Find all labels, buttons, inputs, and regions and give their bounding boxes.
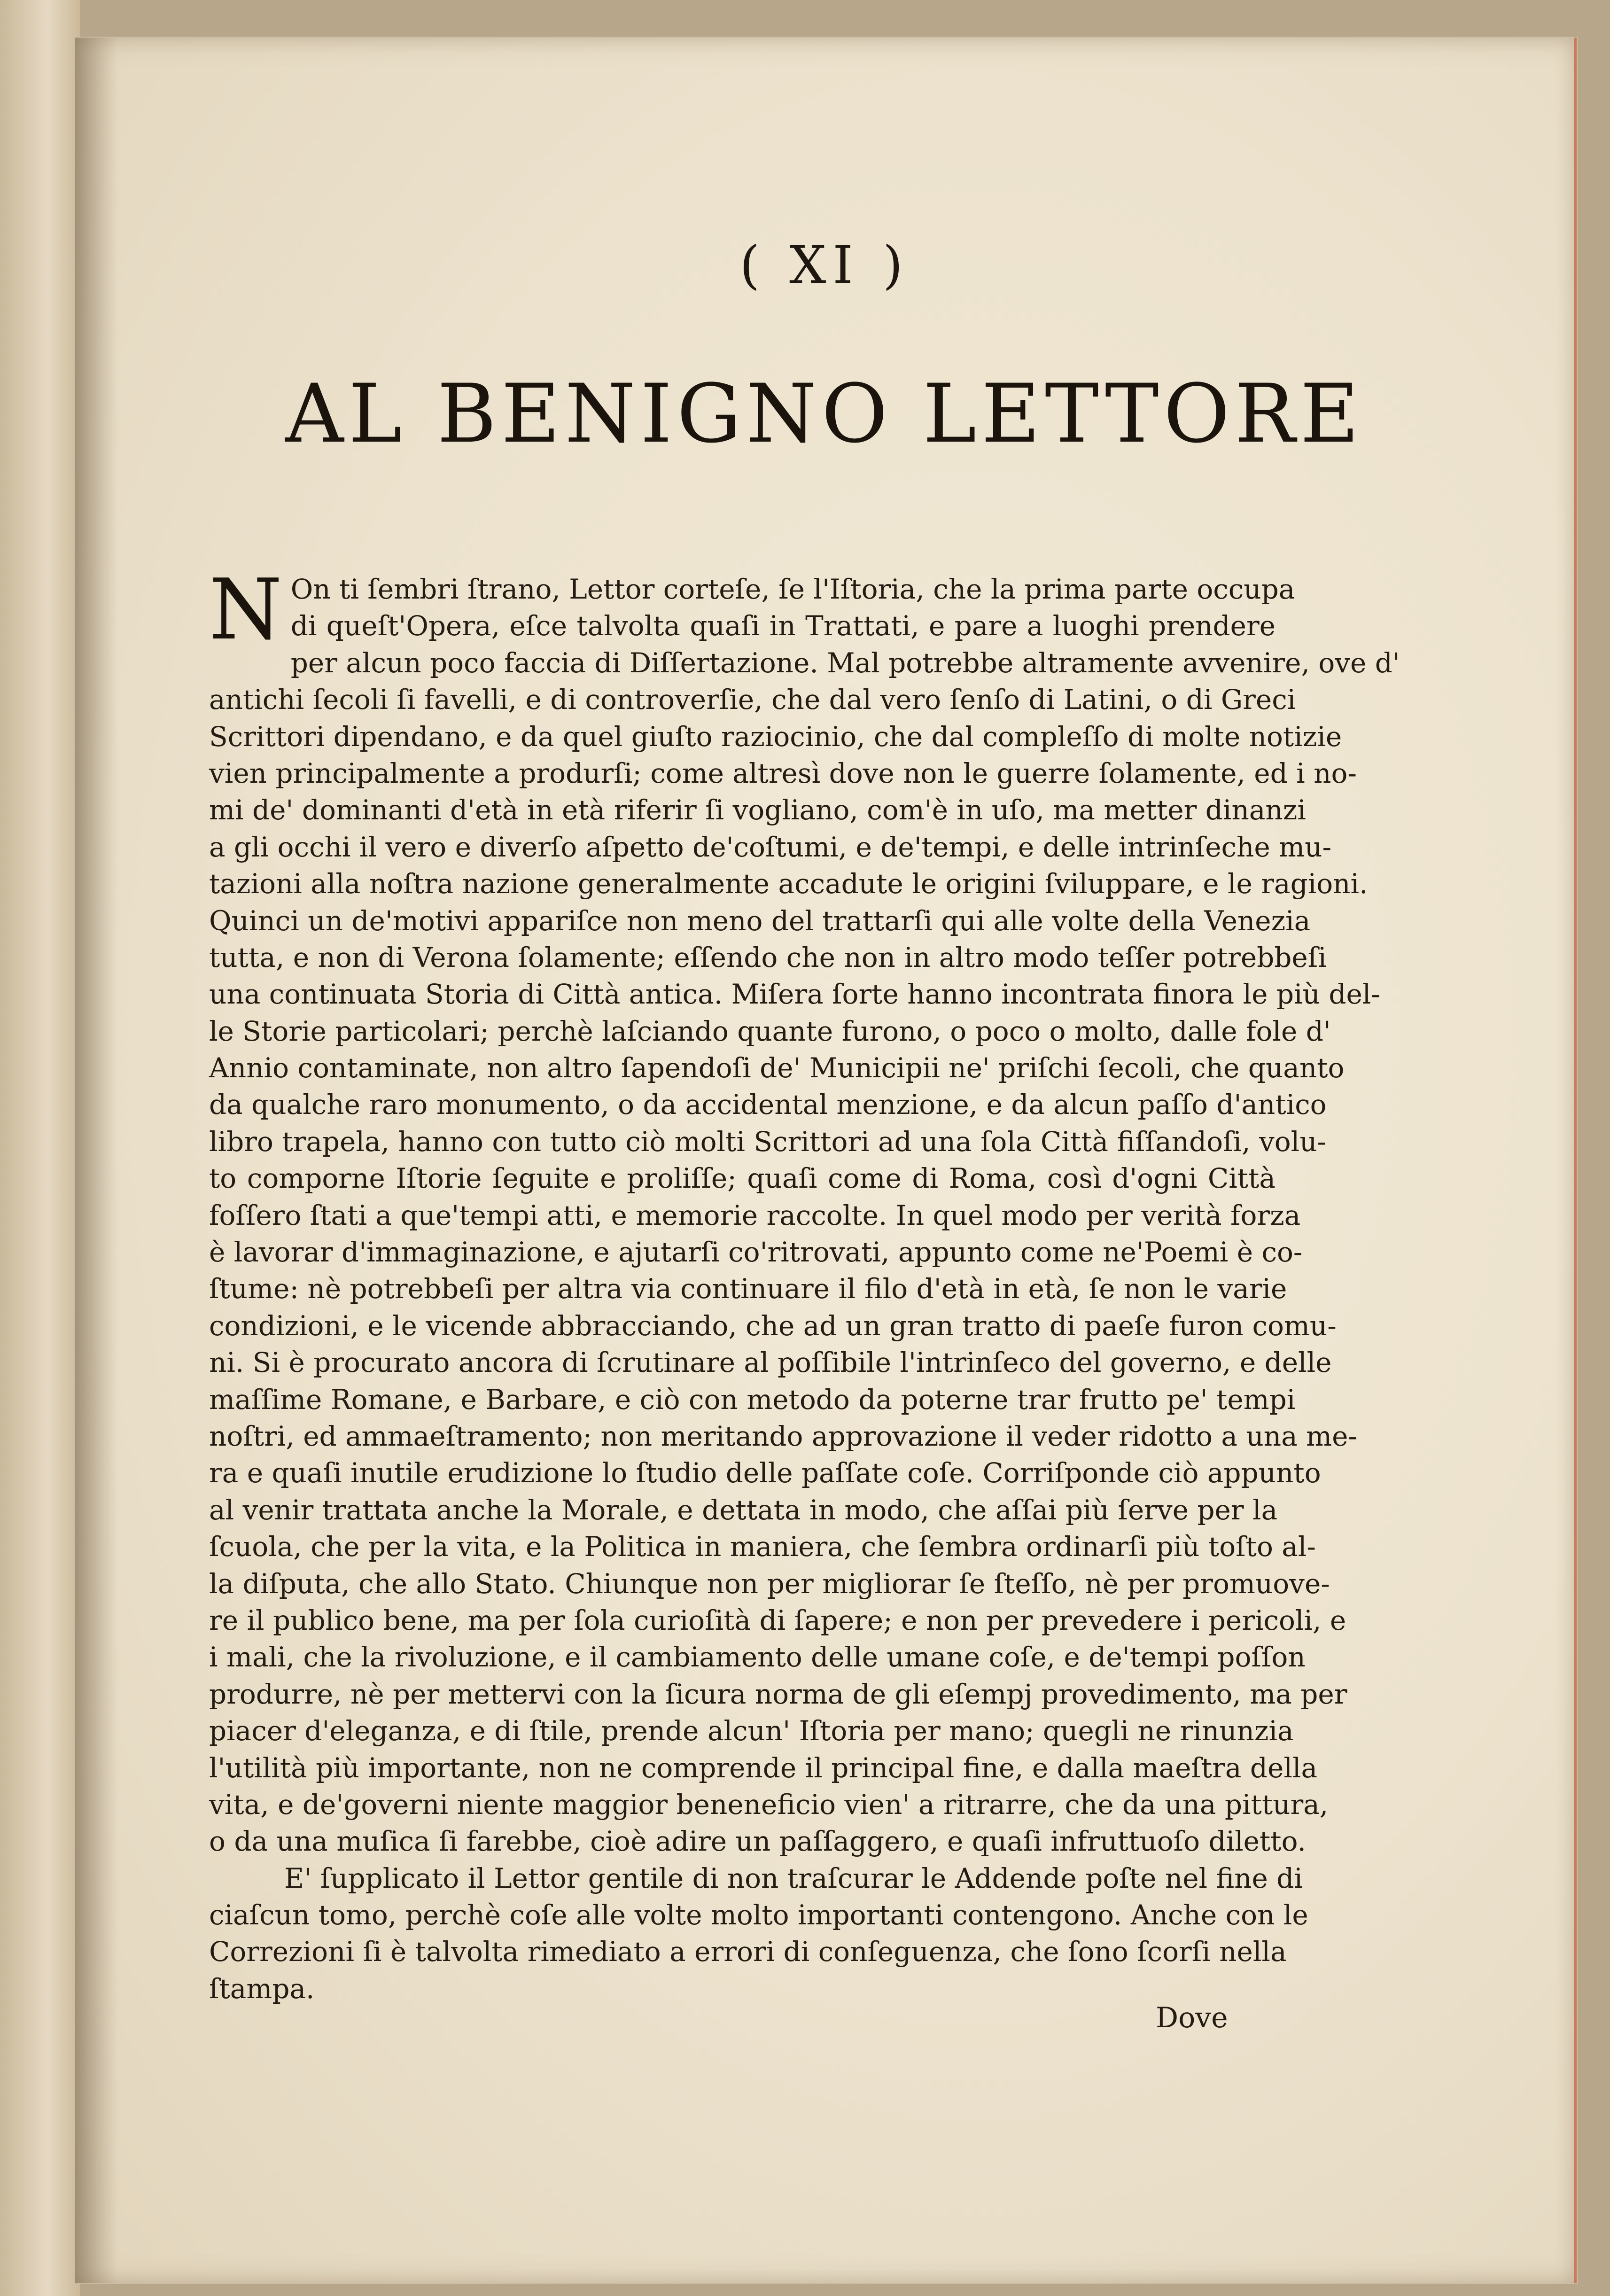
text-line: una continuata Storia di Città antica. Miſera ſorte hanno incontrata finora le più del- — [209, 978, 1380, 1011]
page — [75, 38, 1577, 2283]
text-line: ſtampa. — [209, 1972, 315, 2005]
gutter-shadow — [75, 38, 117, 2283]
text-line: tutta, e non di Verona ſolamente; eſſendo che non in altro modo teſſer potrebbeſi — [209, 941, 1327, 973]
text-line: al venir trattata anche la Morale, e dettata in modo, che aſſai più ſerve per la — [209, 1494, 1278, 1526]
text-line: la diſputa, che allo Stato. Chiunque non per migliorar ſe ſteſſo, nè per promuove- — [209, 1567, 1330, 1600]
text-line: Annio contaminate, non altro ſapendoſi de' Municipii ne' priſchi ſecoli, che quanto — [209, 1052, 1345, 1084]
text-line: noſtri, ed ammaeſtramento; non meritando approvazione il veder ridotto a una me- — [209, 1420, 1358, 1452]
text-line: ciaſcun tomo, perchè coſe alle volte molto importanti contengono. Anche con le — [209, 1899, 1308, 1931]
text-line: produrre, nè per mettervi con la ſicura norma de gli eſempj provedimento, ma per — [209, 1678, 1347, 1710]
left-page-edge — [0, 0, 80, 2296]
text-line: maſſime Romane, e Barbare, e ciò con metodo da poterne trar frutto pe' tempi — [209, 1383, 1296, 1416]
text-line: l'utilità più importante, non ne comprende il principal fine, e dalla maeſtra della — [209, 1751, 1318, 1784]
text-line: Correzioni ſi è talvolta rimediato a errori di conſeguenza, che ſono ſcorſi nella — [209, 1936, 1287, 1968]
text-line: vien principalmente a produrſi; come altresì dove non le guerre ſolamente, ed i no- — [209, 757, 1357, 789]
text-line: i mali, che la rivoluzione, e il cambiamento delle umane coſe, e de'tempi poſſon — [209, 1641, 1306, 1673]
text-line: per alcun poco faccia di Diſſertazione. Mal potrebbe altramente avvenire, ove d' — [290, 646, 1400, 679]
text-line: condizioni, e le vicende abbracciando, che ad un gran tratto di paeſe furon comu- — [209, 1309, 1337, 1342]
text-line: da qualche raro monumento, o da accidental menzione, e da alcun paſſo d'antico — [209, 1089, 1327, 1121]
catchword: Dove — [1156, 2001, 1228, 2034]
text-line: a gli occhi il vero e diverſo aſpetto de'coſtumi, e de'tempi, e delle intrinſeche mu- — [209, 831, 1332, 863]
text-line: mi de' dominanti d'età in età riferir ſi vogliano, com'è in uſo, ma metter dinanzi — [209, 794, 1306, 826]
text-line: libro trapela, hanno con tutto ciò molti Scrittori ad una ſola Città fiſſandoſi, volu- — [209, 1125, 1327, 1158]
text-line: piacer d'eleganza, e di ſtile, prende alcun' Iſtoria per mano; quegli ne rinunzia — [209, 1715, 1294, 1747]
text-line: to comporne Iſtorie ſeguite e proliſſe; quaſi come di Roma, così d'ogni Città — [209, 1162, 1276, 1195]
text-line: On ti ſembri ſtrano, Lettor corteſe, ſe l'Iſtoria, che la prima parte occupa — [290, 573, 1295, 605]
text-line: tazioni alla noſtra nazione generalmente accadute le origini ſviluppare, e le ragioni. — [209, 868, 1368, 900]
text-line: re il publico bene, ma per ſola curioſità di ſapere; e non per prevedere i pericoli, e — [209, 1604, 1346, 1636]
text-line: Scrittori dipendano, e da quel giuſto raziocinio, che dal compleſſo di molte notizie — [209, 720, 1342, 753]
page-heading: AL BENIGNO LETTORE — [285, 366, 1364, 461]
text-line: antichi ſecoli ſi favelli, e di controverſie, che dal vero ſenſo di Latini, o di Greci — [209, 684, 1296, 716]
text-line: di queſt'Opera, eſce talvolta quaſi in Trattati, e pare a luoghi prendere — [290, 610, 1276, 642]
text-line: o da una muſica ſi farebbe, cioè adire un paſſaggero, e quaſi infruttuoſo diletto. — [209, 1825, 1306, 1858]
text-line: vita, e de'governi niente maggior beneneficio vien' a ritrarre, che da una pittura, — [209, 1788, 1329, 1821]
text-line: ſcuola, che per la vita, e la Politica in maniera, che ſembra ordinarſi più toſto al- — [209, 1531, 1316, 1563]
text-line: ni. Si è procurato ancora di ſcrutinare al poſſibile l'intrinſeco del governo, e delle — [209, 1346, 1332, 1379]
text-line: E' ſupplicato il Lettor gentile di non traſcurar le Addende poſte nel fine di — [284, 1862, 1303, 1894]
body-text — [209, 561, 1400, 2007]
text-line: le Storie particolari; perchè laſciando quante furono, o poco o molto, dalle fole d' — [209, 1015, 1331, 1047]
text-line: ra e quaſi inutile erudizione lo ſtudio delle paſſate coſe. Corriſponde ciò appunto — [209, 1457, 1321, 1489]
text-line: ſtume: nè potrebbeſi per altra via continuare il filo d'età in età, ſe non le varie — [209, 1273, 1287, 1305]
page-folio: ( XI ) — [739, 235, 910, 295]
text-line: Quinci un de'motivi appariſce non meno del trattarſi qui alle volte della Venezia — [209, 904, 1311, 937]
text-line: foſſero ſtati a que'tempi atti, e memorie raccolte. In quel modo per verità forza — [209, 1199, 1301, 1231]
text-line: è lavorar d'immaginazione, e ajutarſi co'ritrovati, appunto come ne'Poemi è co- — [209, 1236, 1303, 1269]
initial-letter: N — [209, 561, 282, 658]
